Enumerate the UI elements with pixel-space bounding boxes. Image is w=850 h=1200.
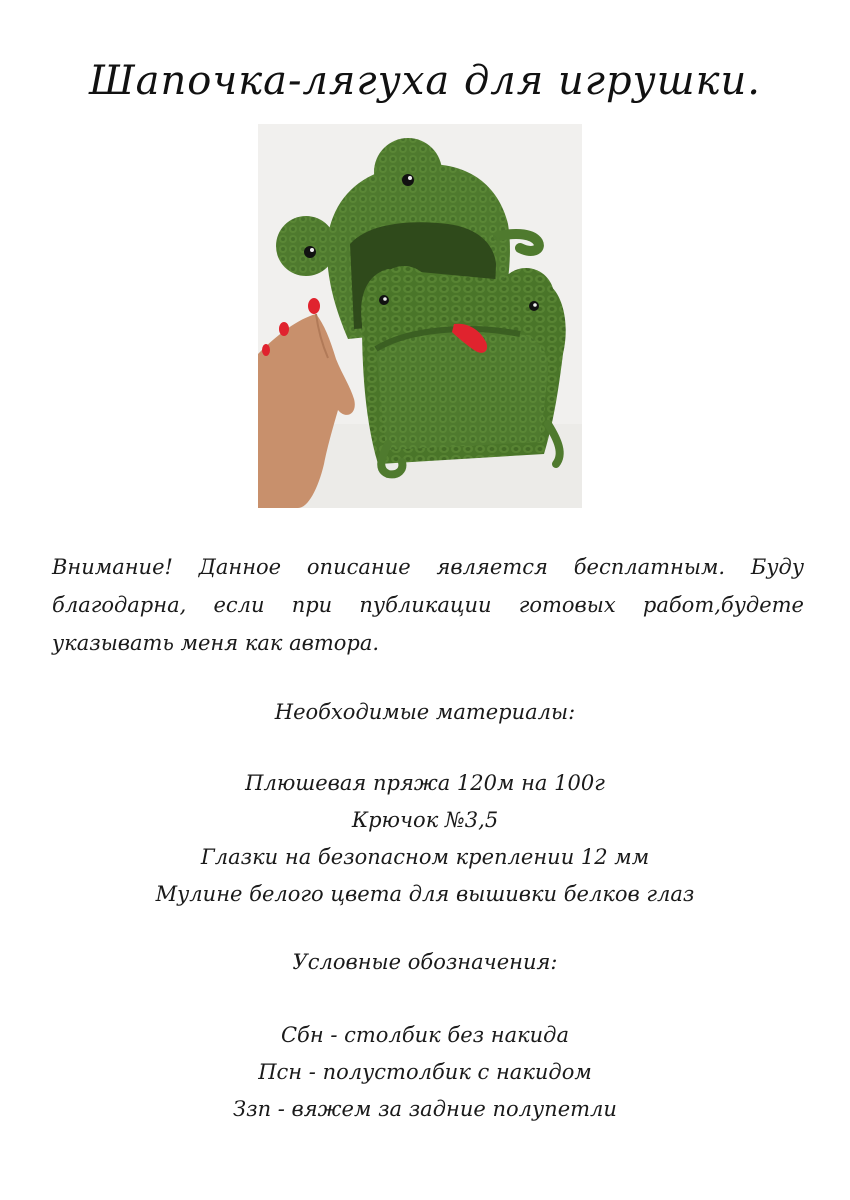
list-item: Плюшевая пряжа 120м на 100г bbox=[245, 771, 605, 795]
list-item: Псн - полустолбик с накидом bbox=[258, 1060, 592, 1084]
materials-list bbox=[0, 765, 850, 913]
list-item: Мулине белого цвета для вышивки белков глаз bbox=[155, 882, 695, 906]
intro-paragraph: Внимание! Данное описание является бесплатным. Буду благодарна, если при публикации готовых работ,будете указывать меня как автора. bbox=[52, 555, 804, 655]
small-frog-hat bbox=[361, 266, 566, 474]
list-item: Ззп - вяжем за задние полупетли bbox=[233, 1097, 617, 1121]
legend-list bbox=[0, 1017, 850, 1128]
frog-hats-photo bbox=[258, 124, 582, 508]
document-title: Шапочка-лягуха для игрушки. bbox=[88, 58, 762, 104]
list-item: Крючок №3,5 bbox=[351, 808, 499, 832]
list-item: Сбн - столбик без накида bbox=[280, 1023, 570, 1047]
legend-heading: Условные обозначения: bbox=[292, 950, 558, 974]
materials-heading: Необходимые материалы: bbox=[274, 700, 576, 724]
list-item: Глазки на безопасном креплении 12 мм bbox=[200, 845, 650, 869]
